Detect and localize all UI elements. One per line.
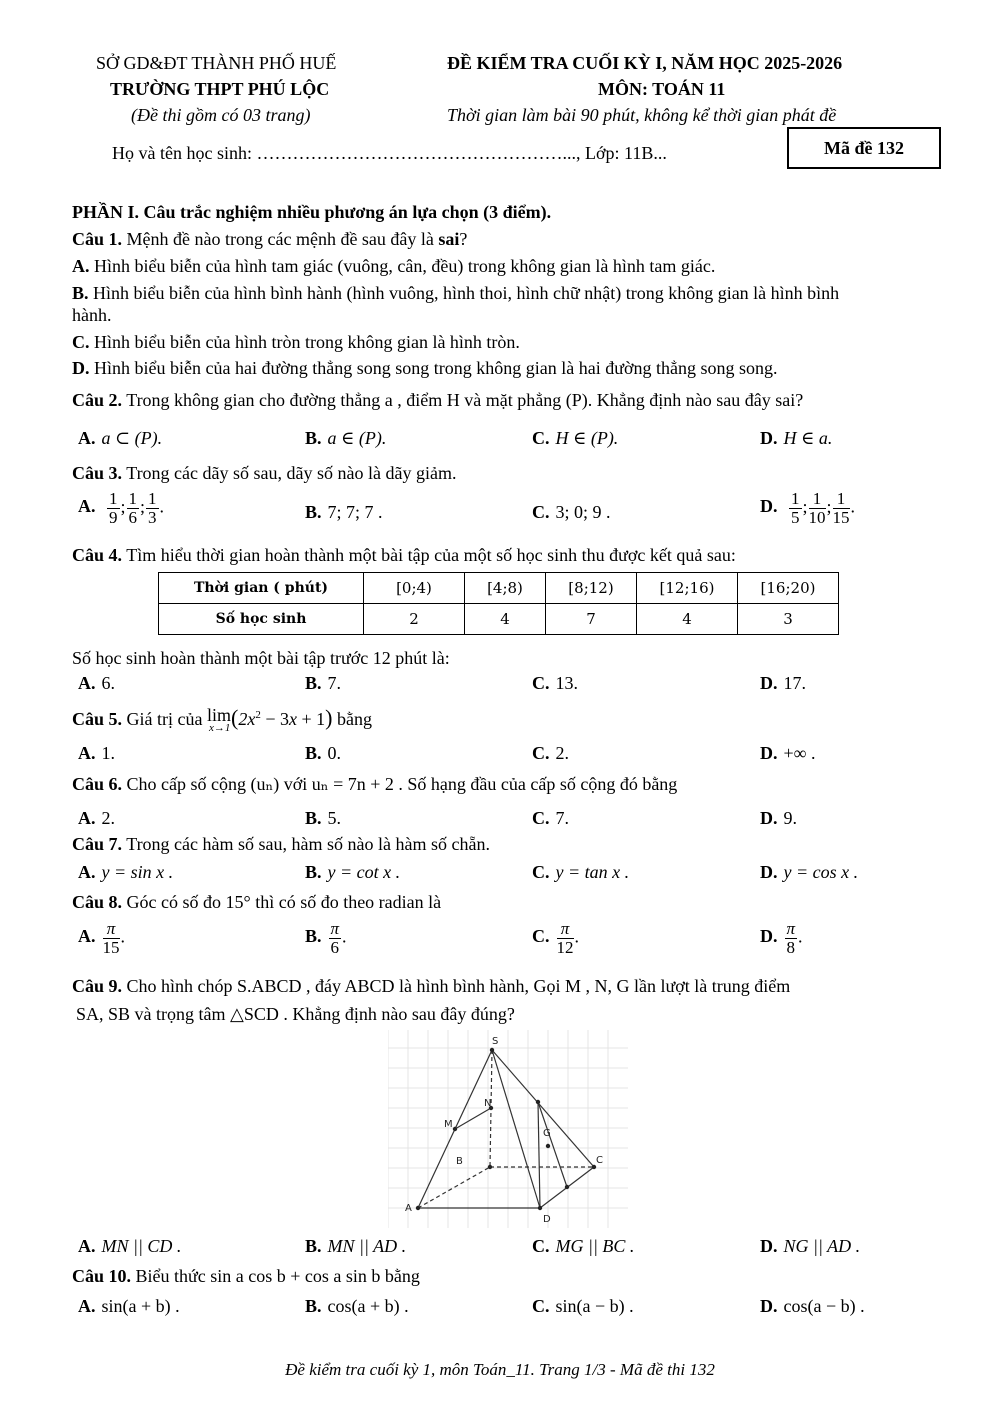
q10-option-b-text: cos(a + b) . bbox=[327, 1296, 409, 1316]
point-s bbox=[490, 1048, 494, 1052]
q7-option-d-text: y = cos x . bbox=[783, 862, 859, 882]
point-top-right bbox=[536, 1100, 540, 1104]
q3-option-b: B. 7; 7; 7 . bbox=[305, 502, 383, 522]
point-mid-dc bbox=[565, 1185, 569, 1189]
q7-option-a-text: y = sin x . bbox=[101, 862, 174, 882]
q10-text: Biểu thức sin a cos b + cos a sin b bằng bbox=[135, 1266, 420, 1286]
q7-text: Trong các hàm số sau, hàm số nào là hàm số chẵn. bbox=[126, 834, 490, 854]
q2-option-d-text: H ∈ a. bbox=[783, 428, 833, 448]
point-m bbox=[453, 1127, 457, 1131]
q8-option-b: B. $\frac{\pi}{6}$ . bbox=[305, 919, 347, 957]
table-cell: 7 bbox=[546, 604, 637, 635]
q7-option-a: A. y = sin x . bbox=[78, 862, 174, 882]
q1-option-b: B. Hình biểu biễn của hình bình hành (hình vuông, hình thoi, hình chữ nhật) trong không gian là hình bình bbox=[72, 283, 840, 303]
question-8 bbox=[72, 892, 441, 913]
q9-option-b-text: MN || AD . bbox=[327, 1236, 407, 1256]
table-cell: 3 bbox=[738, 604, 839, 635]
question-1 bbox=[72, 229, 467, 250]
q1-text-after: ? bbox=[459, 229, 468, 249]
table-cell: [12;16) bbox=[637, 573, 738, 604]
q1-option-a: A. Hình biểu biễn của hình tam giác (vuông, cân, đều) trong không gian là hình tam giác. bbox=[72, 256, 716, 276]
question-9 bbox=[72, 976, 790, 997]
pages-note: (Đề thi gồm có 03 trang) bbox=[131, 105, 311, 125]
q9-option-c: C. MG || BC . bbox=[532, 1236, 635, 1256]
q9-text-1: Cho hình chóp S.ABCD , đáy ABCD là hình bình hành, Gọi M , N, G lần lượt là trung điểm bbox=[126, 976, 791, 996]
q9-option-a: A. MN || CD . bbox=[78, 1236, 182, 1256]
q6-text: Cho cấp số cộng (uₙ) với uₙ = 7n + 2 . Số hạng đầu của cấp số cộng đó bằng bbox=[126, 774, 678, 794]
q5-option-a-text: 1. bbox=[101, 743, 115, 763]
q4-option-b-text: 7. bbox=[327, 673, 342, 693]
q2-label: Câu 2. bbox=[72, 390, 123, 410]
label-c: C bbox=[596, 1155, 603, 1166]
q4-question: Số học sinh hoàn thành một bài tập trước 12 phút là: bbox=[72, 648, 450, 668]
q10-option-c: C. sin(a − b) . bbox=[532, 1296, 634, 1316]
segment-median bbox=[538, 1102, 567, 1187]
q4-option-a-text: 6. bbox=[101, 673, 115, 693]
q7-label: Câu 7. bbox=[72, 834, 123, 854]
q3-option-c: C. 3; 0; 9 . bbox=[532, 502, 611, 522]
q9-option-a-text: MN || CD . bbox=[101, 1236, 182, 1256]
q10-label: Câu 10. bbox=[72, 1266, 132, 1286]
q1-option-c: C. Hình biểu biễn của hình tròn trong không gian là hình tròn. bbox=[72, 332, 520, 352]
q7-option-b: B. y = cot x . bbox=[305, 862, 401, 882]
table-row bbox=[159, 573, 839, 604]
q2-option-a: A. a ⊂ (P). bbox=[78, 428, 163, 448]
q5-text-before: Giá trị của bbox=[126, 709, 203, 729]
q9-option-c-text: MG || BC . bbox=[555, 1236, 635, 1256]
question-5: Câu 5. Giá trị của lim x→1 $(2x^2 - 3x + 1)$ bằng bbox=[72, 705, 372, 734]
q3-text: Trong các dãy số sau, dãy số nào là dãy giảm. bbox=[126, 463, 457, 483]
question-2 bbox=[72, 390, 803, 411]
q3-option-d: D. $\frac{1}{5}$ ; $\frac{1}{10}$ ; $\frac{1}{15}$ . bbox=[760, 489, 856, 527]
q6-option-c: C. 7. bbox=[532, 808, 569, 828]
q6-option-c-text: 7. bbox=[555, 808, 569, 828]
q5-option-c-text: 2. bbox=[555, 743, 569, 763]
q1-option-b-cont: hành. bbox=[72, 305, 112, 325]
q9-option-b: B. MN || AD . bbox=[305, 1236, 407, 1256]
q4-text: Tìm hiểu thời gian hoàn thành một bài tập của một số học sinh thu được kết quả sau: bbox=[126, 545, 736, 565]
point-d bbox=[538, 1206, 542, 1210]
q1-text-bold: sai bbox=[438, 229, 460, 249]
q4-option-c-text: 13. bbox=[555, 673, 578, 693]
point-a bbox=[416, 1206, 420, 1210]
q7-option-c: C. y = tan x . bbox=[532, 862, 630, 882]
subject: MÔN: TOÁN 11 bbox=[598, 79, 726, 99]
q5-option-c: C. 2. bbox=[532, 743, 569, 763]
q2-option-a-text: a ⊂ (P). bbox=[101, 428, 163, 448]
q10-option-b: B. cos(a + b) . bbox=[305, 1296, 409, 1316]
table-row bbox=[159, 604, 839, 635]
q2-option-b: B. a ∈ (P). bbox=[305, 428, 387, 448]
section-title: PHẦN I. Câu trắc nghiệm nhiều phương án lựa chọn (3 điểm). bbox=[72, 202, 552, 222]
q8-label: Câu 8. bbox=[72, 892, 123, 912]
segment-vertical bbox=[538, 1102, 540, 1208]
q3-option-b-text: 7; 7; 7 . bbox=[327, 502, 383, 522]
pyramid-figure bbox=[388, 1030, 628, 1228]
frequency-table bbox=[158, 572, 839, 635]
q5-option-b-text: 0. bbox=[327, 743, 342, 763]
table-header-time: Thời gian ( phút) bbox=[159, 573, 364, 604]
table-cell: 4 bbox=[637, 604, 738, 635]
q9-option-d: D. NG || AD . bbox=[760, 1236, 861, 1256]
q7-option-d: D. y = cos x . bbox=[760, 862, 859, 882]
student-line: Họ và tên học sinh: ……………………………………………..., Lớp: 11B... bbox=[112, 143, 667, 163]
label-m: M bbox=[444, 1119, 453, 1130]
q1-option-d-text: Hình biểu biễn của hai đường thẳng song song trong không gian là hai đường thẳng song song. bbox=[94, 358, 778, 378]
q4-option-b: B. 7. bbox=[305, 673, 342, 693]
q1-option-b-text: Hình biểu biễn của hình bình hành (hình vuông, hình thoi, hình chữ nhật) trong không gian là hình bình bbox=[93, 283, 840, 303]
table-header-count: Số học sinh bbox=[159, 604, 364, 635]
exam-code-box bbox=[787, 127, 941, 169]
label-a: A bbox=[405, 1203, 412, 1214]
q10-option-a: A. sin(a + b) . bbox=[78, 1296, 180, 1316]
q2-option-c: C. H ∈ (P). bbox=[532, 428, 619, 448]
edge-sd bbox=[492, 1050, 540, 1208]
q5-text-after: bằng bbox=[336, 709, 372, 729]
table-cell: [0;4) bbox=[364, 573, 465, 604]
limit-expression: lim x→1 bbox=[206, 705, 231, 734]
label-g: G bbox=[543, 1128, 551, 1139]
question-7 bbox=[72, 834, 490, 855]
q3-option-a: A. $\frac{1}{9}$ ; $\frac{1}{6}$ ; $\frac{1}{3}$ . bbox=[78, 489, 165, 527]
q10-option-d: D. cos(a − b) . bbox=[760, 1296, 865, 1316]
q6-option-a-text: 2. bbox=[101, 808, 115, 828]
q2-option-d: D. H ∈ a. bbox=[760, 428, 833, 448]
label-n: N bbox=[484, 1098, 492, 1109]
q8-text: Góc có số đo 15° thì có số đo theo radian là bbox=[126, 892, 442, 912]
table-cell: 2 bbox=[364, 604, 465, 635]
exam-title: ĐỀ KIỂM TRA CUỐI KỲ I, NĂM HỌC 2025-2026 bbox=[447, 53, 843, 73]
q9-option-d-text: NG || AD . bbox=[783, 1236, 861, 1256]
label-d: D bbox=[543, 1214, 551, 1225]
q4-option-d-text: 17. bbox=[783, 673, 806, 693]
q5-option-a: A. 1. bbox=[78, 743, 115, 763]
q8-option-c: C. $\frac{\pi}{12}$ . bbox=[532, 919, 579, 957]
point-g bbox=[546, 1144, 550, 1148]
exam-code: Mã đề 132 bbox=[824, 137, 904, 158]
label-s: S bbox=[492, 1036, 499, 1047]
q6-option-d: D. 9. bbox=[760, 808, 797, 828]
q6-label: Câu 6. bbox=[72, 774, 123, 794]
q4-option-c: C. 13. bbox=[532, 673, 578, 693]
point-b bbox=[488, 1165, 492, 1169]
time-note: Thời gian làm bài 90 phút, không kể thời gian phát đề bbox=[447, 105, 837, 125]
q1-option-a-text: Hình biểu biễn của hình tam giác (vuông, cân, đều) trong không gian là hình tam giác. bbox=[94, 256, 716, 276]
q10-option-d-text: cos(a − b) . bbox=[783, 1296, 865, 1316]
label-b: B bbox=[456, 1156, 463, 1167]
q1-text-before: Mệnh đề nào trong các mệnh đề sau đây là bbox=[126, 229, 434, 249]
figure-grid bbox=[388, 1030, 628, 1228]
q2-text: Trong không gian cho đường thẳng a , điểm H và mặt phẳng (P). Khẳng định nào sau đây sai? bbox=[126, 390, 804, 410]
q2-option-c-text: H ∈ (P). bbox=[555, 428, 619, 448]
question-10 bbox=[72, 1266, 420, 1287]
q6-option-b-text: 5. bbox=[327, 808, 342, 828]
q10-option-a-text: sin(a + b) . bbox=[101, 1296, 180, 1316]
pyramid-diagram bbox=[388, 1030, 628, 1228]
q3-option-c-text: 3; 0; 9 . bbox=[555, 502, 611, 522]
table-cell: 4 bbox=[465, 604, 546, 635]
q1-option-c-text: Hình biểu biễn của hình tròn trong không gian là hình tròn. bbox=[94, 332, 520, 352]
q2-option-b-text: a ∈ (P). bbox=[327, 428, 387, 448]
question-6 bbox=[72, 774, 677, 795]
q1-option-d: D. Hình biểu biễn của hai đường thẳng song song trong không gian là hai đường thẳng song song. bbox=[72, 358, 778, 378]
q5-option-b: B. 0. bbox=[305, 743, 342, 763]
table-cell: [4;8) bbox=[465, 573, 546, 604]
q1-label: Câu 1. bbox=[72, 229, 123, 249]
q6-option-b: B. 5. bbox=[305, 808, 342, 828]
q6-option-d-text: 9. bbox=[783, 808, 797, 828]
q4-option-d: D. 17. bbox=[760, 673, 806, 693]
q3-label: Câu 3. bbox=[72, 463, 123, 483]
question-3 bbox=[72, 463, 456, 484]
q10-option-c-text: sin(a − b) . bbox=[555, 1296, 634, 1316]
q5-option-d: D. +∞ . bbox=[760, 743, 816, 763]
q4-label: Câu 4. bbox=[72, 545, 123, 565]
q8-option-d: D. $\frac{\pi}{8}$ . bbox=[760, 919, 803, 957]
dept-name: SỞ GD&ĐT THÀNH PHỐ HUẾ bbox=[96, 53, 337, 73]
page-footer: Đề kiểm tra cuối kỳ 1, môn Toán_11. Trang 1/3 - Mã đề thi 132 bbox=[285, 1360, 715, 1379]
q6-option-a: A. 2. bbox=[78, 808, 115, 828]
table-cell: [16;20) bbox=[738, 573, 839, 604]
q9-text-2: SA, SB và trọng tâm △SCD . Khẳng định nào sau đây đúng? bbox=[76, 1004, 515, 1024]
q5-option-d-text: +∞ . bbox=[783, 743, 816, 763]
question-4 bbox=[72, 545, 736, 566]
q4-option-a: A. 6. bbox=[78, 673, 115, 693]
q9-label: Câu 9. bbox=[72, 976, 123, 996]
school-name: TRƯỜNG THPT PHÚ LỘC bbox=[110, 79, 330, 99]
q7-option-c-text: y = tan x . bbox=[555, 862, 630, 882]
table-cell: [8;12) bbox=[546, 573, 637, 604]
q7-option-b-text: y = cot x . bbox=[327, 862, 401, 882]
q8-option-a: A. $\frac{\pi}{15}$ . bbox=[78, 919, 125, 957]
q5-label: Câu 5. bbox=[72, 709, 123, 729]
